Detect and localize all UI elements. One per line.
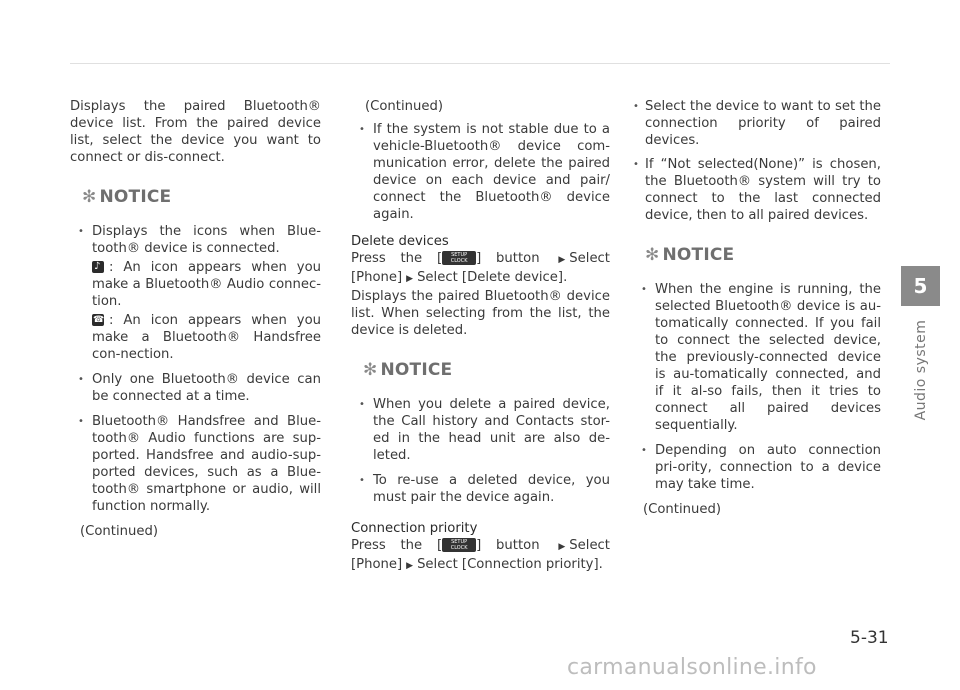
setup-clock-button-icon bbox=[442, 538, 476, 552]
notice-list bbox=[633, 281, 881, 493]
bluetooth-audio-icon bbox=[92, 261, 104, 273]
intro-text: Displays the paired Bluetooth® device list. From the paired device list, select the device you want to connect or dis-connect. bbox=[70, 99, 321, 165]
continued-label: (Continued) bbox=[643, 502, 721, 517]
notice-heading bbox=[645, 247, 881, 264]
list-item bbox=[351, 396, 610, 464]
list-item bbox=[351, 472, 610, 506]
bullet-text: Select the device to want to set the connection priority of paired devices. bbox=[645, 99, 881, 148]
list-item bbox=[633, 442, 881, 493]
list-item bbox=[633, 156, 881, 224]
column-2 bbox=[351, 98, 610, 575]
phone-text: [Phone] bbox=[351, 270, 403, 285]
sub-text: : An icon appears when you make a Bluetooth® Audio connec-tion. bbox=[92, 260, 321, 309]
phone-text: [Phone] bbox=[351, 557, 403, 572]
select-text: Select bbox=[569, 251, 610, 266]
bullet-text: When the engine is running, the selected Bluetooth® device is au-tomatically connected. If you fail to connect the selected device, the previously-connected device is au-tomatically connected, and if it al-so fails, then it tries to connect all paired devices sequentially. bbox=[655, 282, 881, 433]
bullet-text: Depending on auto connection pri-ority, connection to a device may take time. bbox=[655, 443, 881, 492]
chapter-tab: 5 bbox=[901, 266, 940, 306]
path-text: Select [Connection priority]. bbox=[417, 557, 603, 572]
list-item bbox=[633, 98, 881, 149]
sub-text: : An icon appears when you make a Bluetooth® Handsfree con-nection. bbox=[92, 313, 321, 362]
notice-list bbox=[351, 396, 610, 506]
list-item bbox=[70, 371, 321, 405]
notice-label: NOTICE bbox=[380, 360, 453, 380]
clock-label: CLOCK bbox=[450, 545, 468, 551]
press-text: Press the [ bbox=[351, 251, 443, 266]
notice-label: NOTICE bbox=[99, 187, 172, 207]
bullet-list bbox=[351, 121, 610, 223]
clock-label: CLOCK bbox=[450, 258, 468, 264]
asterisk-icon: ✻ bbox=[645, 245, 660, 265]
arrow-right-icon: ▶ bbox=[406, 561, 414, 571]
connection-path bbox=[351, 537, 610, 575]
asterisk-icon: ✻ bbox=[82, 187, 97, 207]
continued-label: (Continued) bbox=[80, 524, 158, 539]
arrow-right-icon: ▶ bbox=[558, 255, 566, 265]
setup-clock-button-icon bbox=[442, 251, 476, 265]
button-text: ] button bbox=[476, 538, 540, 553]
sub-item-handsfree bbox=[92, 312, 321, 363]
delete-path bbox=[351, 250, 610, 288]
asterisk-icon: ✻ bbox=[363, 360, 378, 380]
notice-list bbox=[70, 223, 321, 515]
column-3 bbox=[633, 98, 881, 518]
section-title: Audio system bbox=[913, 319, 929, 421]
delete-devices-heading: Delete devices bbox=[351, 234, 449, 249]
setup-label: SETUP bbox=[451, 539, 468, 545]
bullet-text: When you delete a paired device, the Call history and Contacts stor-ed in the head unit are also de-leted. bbox=[373, 397, 610, 463]
notice-heading bbox=[363, 362, 610, 379]
watermark: carmanualsonline.info bbox=[567, 655, 817, 680]
notice-heading bbox=[82, 189, 321, 206]
arrow-right-icon: ▶ bbox=[406, 274, 414, 284]
bullet-text: If “Not selected(None)” is chosen, the Bluetooth® system will try to connect to the last connected device, then to all paired devices. bbox=[645, 157, 881, 223]
bullet-text: To re-use a deleted device, you must pair the device again. bbox=[373, 473, 610, 505]
bullet-list bbox=[633, 98, 881, 224]
bluetooth-handsfree-icon bbox=[92, 314, 104, 326]
setup-label: SETUP bbox=[451, 252, 468, 258]
list-item bbox=[70, 223, 321, 363]
list-item bbox=[351, 121, 610, 223]
list-item bbox=[633, 281, 881, 434]
path-text: Select [Delete device]. bbox=[417, 270, 568, 285]
column-1 bbox=[70, 98, 321, 540]
top-rule bbox=[70, 63, 890, 64]
select-text: Select bbox=[569, 538, 610, 553]
continued-label: (Continued) bbox=[365, 99, 443, 114]
page-number: 5-31 bbox=[850, 628, 889, 648]
list-item bbox=[70, 413, 321, 515]
bullet-text: Displays the icons when Blue-tooth® device is connected. bbox=[92, 224, 321, 256]
bullet-text: If the system is not stable due to a vehicle-Bluetooth® device com-munication error, delete the paired device on each device and pair/ connect the Bluetooth® device again. bbox=[373, 122, 610, 222]
sub-item-audio bbox=[92, 259, 321, 310]
connection-priority-heading: Connection priority bbox=[351, 521, 478, 536]
bullet-text: Only one Bluetooth® device can be connected at a time. bbox=[92, 372, 321, 404]
bullet-text: Bluetooth® Handsfree and Blue-tooth® Audio functions are sup-ported. Handsfree and audio-sup-ported devices, such as a Blue-tooth® smartphone or audio, will function normally. bbox=[92, 414, 321, 514]
press-text: Press the [ bbox=[351, 538, 443, 553]
arrow-right-icon: ▶ bbox=[558, 542, 566, 552]
delete-description: Displays the paired Bluetooth® device list. When selecting from the list, the device is deleted. bbox=[351, 289, 610, 338]
button-text: ] button bbox=[476, 251, 540, 266]
notice-label: NOTICE bbox=[662, 245, 735, 265]
